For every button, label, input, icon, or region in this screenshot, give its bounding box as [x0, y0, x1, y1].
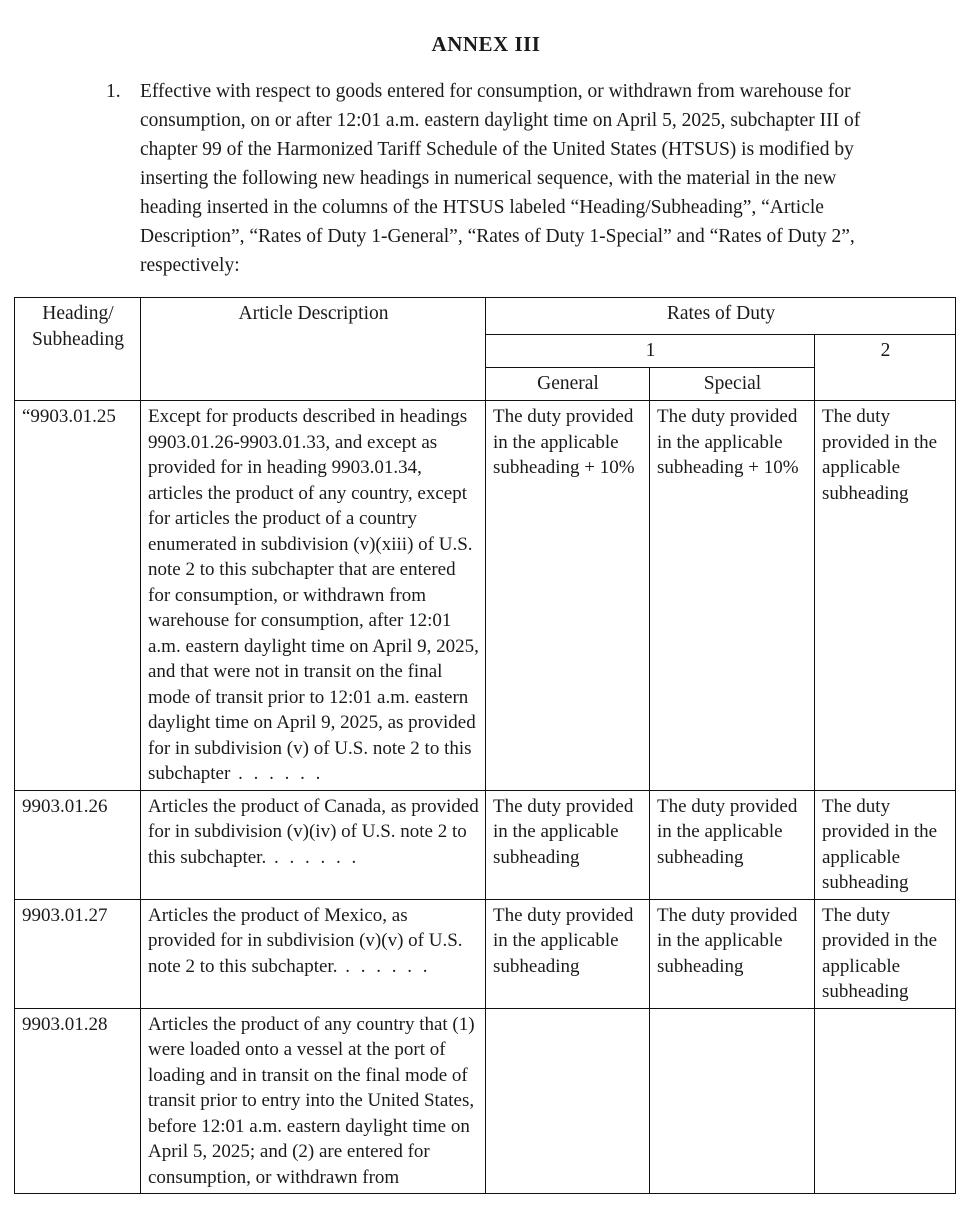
table-row	[15, 401, 956, 791]
cell-heading-subheading: 9903.01.26	[15, 790, 141, 899]
cell-duty-two: The duty provided in the applicable subheading	[815, 899, 956, 1008]
cell-duty-special	[650, 1008, 815, 1194]
page-title: ANNEX III	[431, 32, 541, 56]
cell-description-text: Articles the product of Canada, as provided for in subdivision (v)(iv) of U.S. note 2 to this subchapter.	[148, 795, 479, 868]
htsus-table	[14, 297, 956, 1194]
cell-heading-subheading: 9903.01.27	[15, 899, 141, 1008]
cell-duty-two: The duty provided in the applicable subheading	[815, 401, 956, 791]
cell-duty-two: The duty provided in the applicable subheading	[815, 790, 956, 899]
cell-duty-general	[486, 1008, 650, 1194]
intro-paragraph	[0, 77, 972, 280]
dot-leader: . . . . . .	[230, 763, 324, 784]
cell-duty-two	[815, 1008, 956, 1194]
intro-paragraph-number: 1.	[106, 81, 121, 102]
cell-article-description	[141, 1008, 486, 1194]
cell-description-text: Except for products described in headings 9903.01.26-9903.01.33, and except as provided for in heading 9903.01.34, articles the product of any country, except for articles the product of a country enumerated in subdivision (v)(xiii) of U.S. note 2 to this subchapter that are entered for consumption, or withdrawn from warehouse for consumption, after 12:01 a.m. eastern daylight time on April 9, 2025, and that were not in transit on the final mode of transit prior to 12:01 a.m. eastern daylight time on April 9, 2025, as provided for in subdivision (v) of U.S. note 2 to this subchapter	[148, 406, 479, 784]
intro-paragraph-body: Effective with respect to goods entered for consumption, or withdrawn from warehouse for consumption, on or after 12:01 a.m. eastern daylight time on April 5, 2025, subchapter III of chapter 99 of the Harmonized Tariff Schedule of the United States (HTSUS) is modified by inserting the following new headings in numerical sequence, with the material in the new heading inserted in the columns of the HTSUS labeled “Heading/Subheading”, “Article Description”, “Rates of Duty 1-General”, “Rates of Duty 1-Special” and “Rates of Duty 2”, respectively:	[140, 81, 861, 276]
column-header-rates-of-duty: Rates of Duty	[486, 298, 956, 335]
cell-article-description	[141, 790, 486, 899]
cell-heading-subheading: 9903.01.28	[15, 1008, 141, 1194]
column-header-heading-subheading-line2: Subheading	[31, 328, 125, 350]
table-header-row-1	[15, 298, 956, 335]
table-row	[15, 790, 956, 899]
cell-article-description	[141, 401, 486, 791]
column-header-article-description: Article Description	[141, 298, 486, 401]
cell-description-text: Articles the product of Mexico, as provided for in subdivision (v)(v) of U.S. note 2 to this subchapter.	[148, 904, 463, 977]
column-header-duty-1: 1	[486, 335, 815, 368]
cell-duty-general: The duty provided in the applicable subheading + 10%	[486, 401, 650, 791]
table-header	[15, 298, 956, 401]
table-row	[15, 899, 956, 1008]
table-body	[15, 401, 956, 1194]
document-page	[0, 32, 972, 1207]
cell-article-description	[141, 899, 486, 1008]
cell-duty-special: The duty provided in the applicable subheading	[650, 790, 815, 899]
cell-duty-general: The duty provided in the applicable subheading	[486, 790, 650, 899]
cell-duty-special: The duty provided in the applicable subheading + 10%	[650, 401, 815, 791]
column-header-general: General	[486, 368, 650, 401]
table-row	[15, 1008, 956, 1194]
column-header-duty-2: 2	[815, 335, 956, 401]
column-header-heading-subheading	[15, 298, 141, 401]
cell-heading-subheading: “9903.01.25	[15, 401, 141, 791]
dot-leader: . . . . . .	[266, 846, 360, 868]
column-header-heading-subheading-line1: Heading/	[42, 303, 114, 324]
cell-duty-general: The duty provided in the applicable subheading	[486, 899, 650, 1008]
dot-leader: . . . . . .	[337, 955, 431, 977]
cell-description-text: Articles the product of any country that (1) were loaded onto a vessel at the port of loading and in transit on the final mode of transit prior to entry into the United States, before 12:01 a.m. eastern daylight time on April 5, 2025; and (2) are entered for consumption, or withdrawn from	[148, 1013, 475, 1188]
intro-paragraph-text	[140, 77, 880, 280]
cell-duty-special: The duty provided in the applicable subheading	[650, 899, 815, 1008]
column-header-special: Special	[650, 368, 815, 401]
